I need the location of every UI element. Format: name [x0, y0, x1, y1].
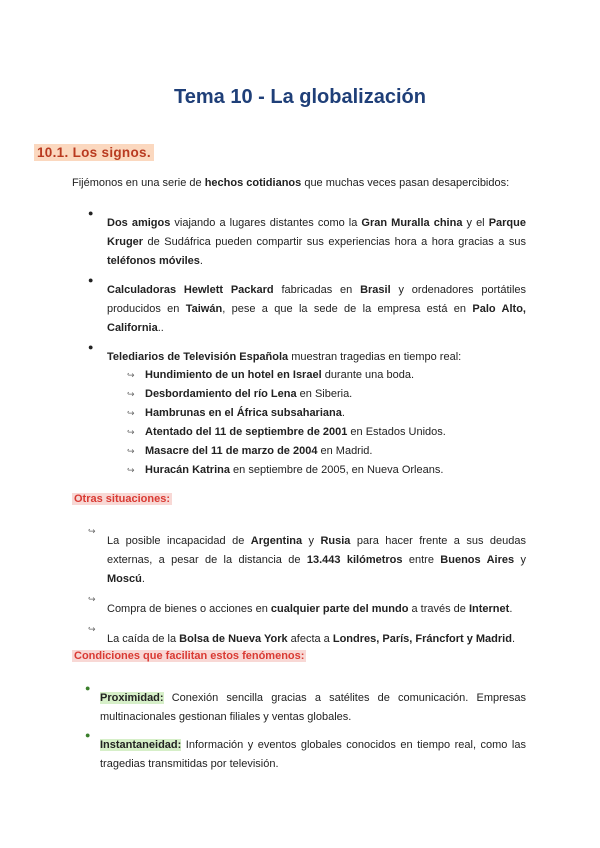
news-item: Desbordamiento del río Lena en Siberia.: [145, 388, 353, 400]
arrow-icon: ↪: [88, 624, 96, 634]
news-item: Masacre del 11 de marzo de 2004 en Madrid.: [145, 445, 373, 457]
arrow-icon: ↪: [88, 594, 96, 604]
arrow-icon: ↪: [127, 465, 135, 475]
condiciones-heading: Condiciones que facilitan estos fenómenos:: [74, 650, 305, 662]
arrow-icon: ↪: [127, 370, 135, 380]
bullet-item: Dos amigos viajando a lugares distantes como la Gran Muralla china y el Parque Kruger de Sudáfrica pueden compartir sus experiencias hora a hora gracias a sus teléfonos móviles.: [107, 217, 526, 267]
green-bullet-icon: ●: [85, 683, 91, 693]
intro-text: que muchas veces pasan desapercibidos:: [301, 177, 510, 189]
intro-paragraph: [72, 174, 509, 193]
bullet-dot-icon: ●: [88, 342, 94, 352]
green-bullet-icon: ●: [85, 730, 91, 740]
bullet-item: Telediarios de Televisión Española muestran tragedias en tiempo real:: [107, 351, 462, 363]
arrow-icon: ↪: [88, 526, 96, 536]
condicion-text: Información y eventos globales conocidos en tiempo real, como las tragedias transmitidas por televisión.: [100, 739, 526, 770]
news-item: Atentado del 11 de septiembre de 2001 en Estados Unidos.: [145, 426, 446, 438]
otras-situaciones-heading: Otras situaciones:: [74, 493, 170, 505]
arrow-icon: ↪: [127, 389, 135, 399]
news-item: Hambrunas en el África subsahariana.: [145, 407, 345, 419]
condicion-label: Instantaneidad:: [100, 739, 182, 751]
otras-item: Compra de bienes o acciones en cualquier parte del mundo a través de Internet.: [107, 603, 513, 615]
bullet-item: Calculadoras Hewlett Packard fabricadas en Brasil y ordenadores portátiles producidos en Taiwán, pese a que la sede de la empresa está en Palo Alto, California..: [107, 284, 526, 334]
news-item: Huracán Katrina en septiembre de 2005, en Nueva Orleans.: [145, 464, 444, 476]
condicion-label: Proximidad:: [100, 692, 164, 704]
condicion-item: [100, 736, 526, 774]
arrow-icon: ↪: [127, 446, 135, 456]
otras-item: La posible incapacidad de Argentina y Rusia para hacer frente a sus deudas externas, a pesar de la distancia de 13.443 kilómetros entre Buenos Aires y Moscú.: [107, 535, 526, 585]
arrow-icon: ↪: [127, 427, 135, 437]
otras-item: La caída de la Bolsa de Nueva York afecta a Londres, París, Fráncfort y Madrid.: [107, 633, 516, 645]
condicion-text: Conexión sencilla gracias a satélites de comunicación. Empresas multinacionales gestionan filiales y ventas globales.: [100, 692, 526, 723]
arrow-icon: ↪: [127, 408, 135, 418]
intro-text: Fijémonos en una serie de: [72, 177, 205, 189]
intro-bold: hechos cotidianos: [204, 177, 302, 189]
page-title: Tema 10 - La globalización: [174, 86, 426, 108]
condicion-item: [100, 689, 526, 727]
bullet-dot-icon: ●: [88, 208, 94, 218]
news-item: Hundimiento de un hotel en Israel durante una boda.: [145, 369, 414, 381]
bullet-dot-icon: ●: [88, 275, 94, 285]
section-heading: 10.1. Los signos.: [34, 144, 154, 161]
